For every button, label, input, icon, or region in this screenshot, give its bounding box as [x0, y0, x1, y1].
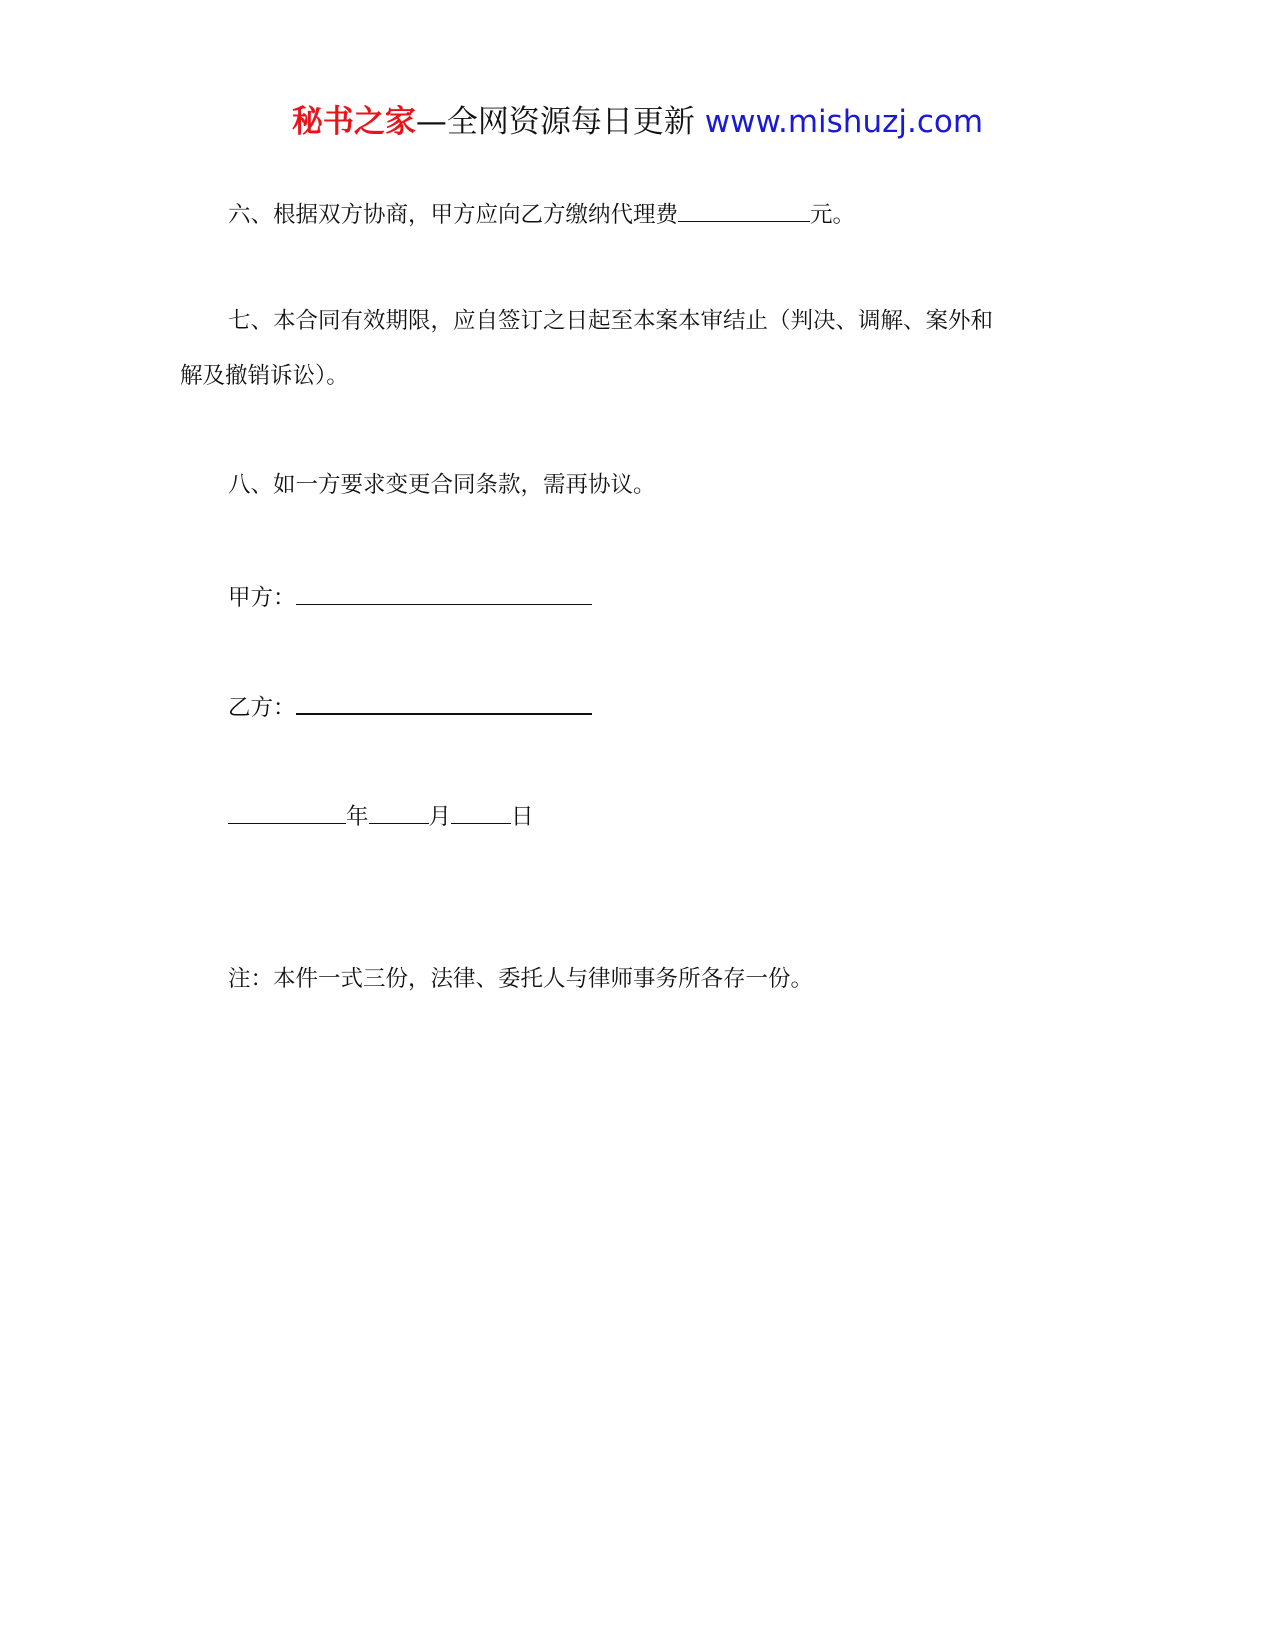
party-a-signature-blank[interactable]	[296, 580, 592, 605]
page-header	[0, 100, 1275, 144]
month-blank[interactable]	[369, 799, 429, 824]
clause-eight: 八、如一方要求变更合同条款，需再协议。	[228, 472, 656, 498]
fee-blank[interactable]	[678, 197, 810, 222]
header-tagline: —全网资源每日更新	[415, 104, 695, 140]
party-b-signature-blank[interactable]	[296, 689, 592, 715]
party-a-row	[228, 580, 592, 613]
clause-six-unit: 元。	[810, 202, 856, 228]
day-blank[interactable]	[451, 799, 511, 824]
clause-six-text: 六、根据双方协商，甲方应向乙方缴纳代理费	[228, 202, 679, 228]
brand-name: 秘书之家	[291, 104, 416, 140]
footnote: 注：本件一式三份，法律、委托人与律师事务所各存一份。	[228, 966, 814, 992]
clause-six	[228, 197, 855, 230]
date-row	[228, 799, 534, 832]
year-blank[interactable]	[228, 799, 346, 824]
clause-seven-line1: 七、本合同有效期限，应自签订之日起至本案本审结止（判决、调解、案外和	[228, 308, 994, 334]
header-url[interactable]: www.mishuzj.com	[694, 104, 984, 140]
day-label: 日	[511, 804, 534, 830]
party-b-row	[228, 689, 592, 723]
year-label: 年	[346, 804, 369, 830]
month-label: 月	[428, 804, 452, 830]
party-a-label: 甲方：	[228, 585, 296, 611]
party-b-label: 乙方：	[228, 695, 296, 721]
clause-seven-line2: 解及撤销诉讼）。	[180, 363, 349, 389]
